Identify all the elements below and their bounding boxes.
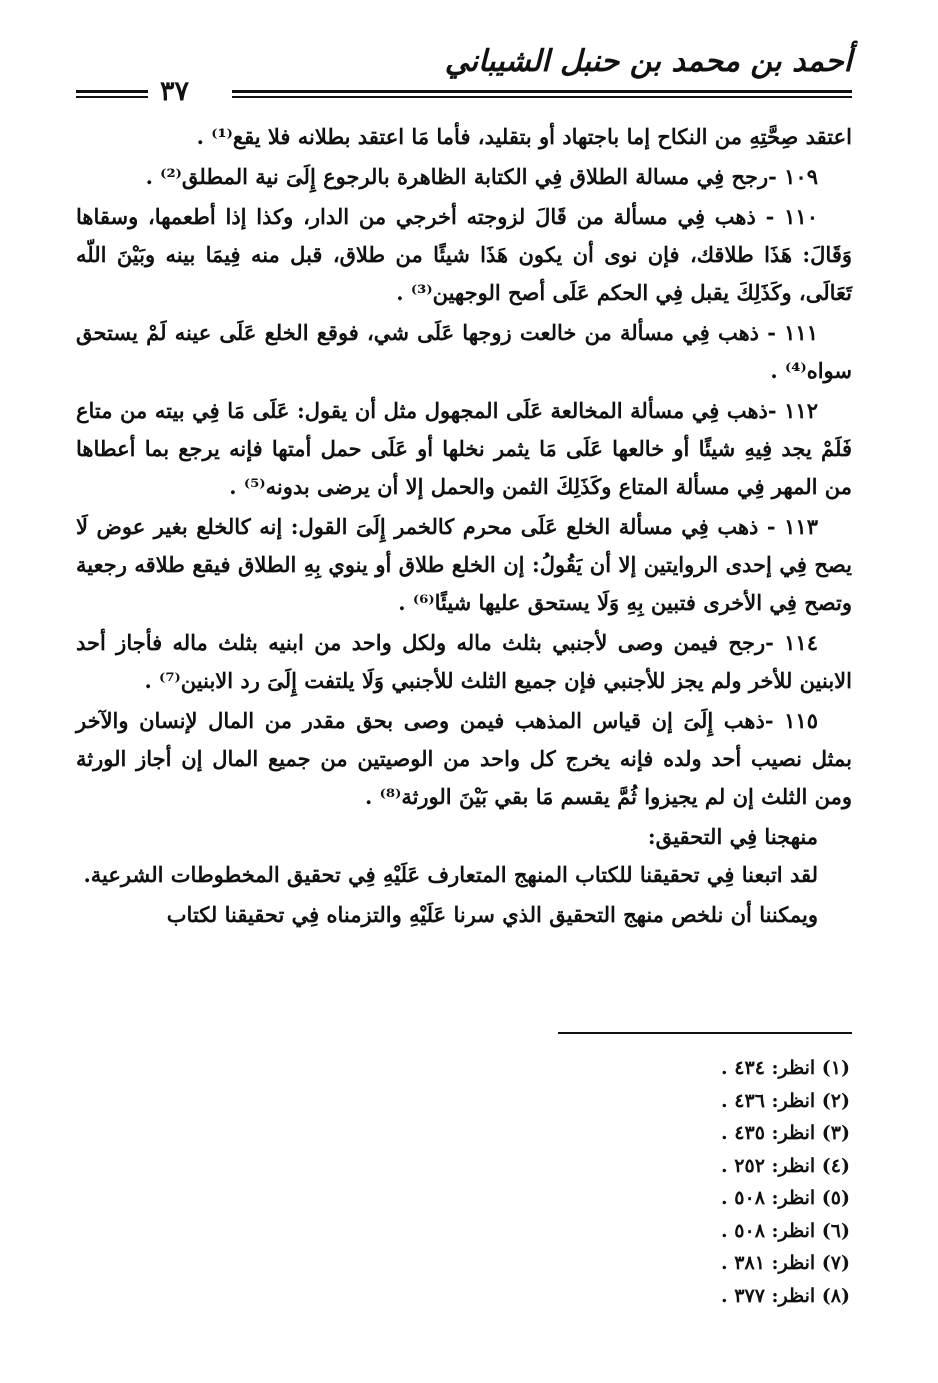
main-text [76,118,852,936]
footnotes [550,1052,850,1312]
paragraph: اعتقد صِحَّتِهِ من النكاح إما باجتهاد أو بتقليد، فأما مَا اعتقد بطلانه فلا يقع⁽¹⁾ . [196,124,852,149]
running-title: أحمد بن محمد بن حنبل الشيباني [444,44,852,79]
paragraph-114: ١١٤ -رجح فيمن وصى لأجنبي بثلث ماله ولكل واحد من ابنيه بثلث ماله فأجاز أحد الابنين للأخر ولم يجز للأجنبي فإن جميع الثلث للأجنبي وَلَا يلتفت إِلَىَ رد الابنين⁽⁷⁾ . [76,630,852,693]
header-rule-right [232,90,852,98]
header-rule-left [76,90,148,98]
page-header [76,38,852,108]
footnote-2: (٢) انظر: ٤٣٦ . [721,1089,850,1112]
footnote-8: (٨) انظر: ٣٧٧ . [721,1284,850,1307]
page-number: ٣٧ [160,76,190,107]
footnote-4: (٤) انظر: ٢٥٢ . [721,1154,850,1177]
footnote-3: (٣) انظر: ٤٣٥ . [721,1122,850,1144]
paragraph-109: ١٠٩ -رجح فِي مسالة الطلاق فِي الكتابة الظاهرة بالرجوع إِلَىَ نية المطلق⁽²⁾ . [145,164,818,189]
paragraph-111: ١١١ - ذهب فِي مسألة من خالعت زوجها عَلَى شي، فوقع الخلع عَلَى عينه لَمْ يستحق سواه⁽⁴⁾ . [76,320,852,383]
paragraph-113: ١١٣ - ذهب فِي مسألة الخلع عَلَى محرم كالخمر إِلَىَ القول: إنه كالخلع بغير عوض لَا يصح فِي إحدى الروايتين إلا أن يَقُولُ: إن الخلع طلاق أو ينوي بِهِ الطلاق فيقع طلاقه رجعية وتصح فِي الأخرى فتبين بِهِ وَلَا يستحق عليها شيئًا⁽⁶⁾ . [76,514,852,615]
paragraph-115: ١١٥ -ذهب إِلَىَ إن قياس المذهب فيمن وصى بحق مقدر من المال لإنسان والآخر بمثل نصيب أحد ولده فإنه يخرج كل واحد من الوصيتين من جميع المال إن أجاز الورثة ومن الثلث إن لم يجيزوا ثُمَّ يقسم مَا بقي بَيْنَ الورثة⁽⁸⁾ . [76,708,852,809]
footnote-1: (١) انظر: ٤٣٤ . [721,1057,850,1079]
section-paragraph: ويمكننا أن نلخص منهج التحقيق الذي سرنا عَلَيْهِ والتزمناه فِي تحقيقنا لكتاب [166,902,818,927]
section-paragraph: لقد اتبعنا فِي تحقيقنا للكتاب المنهج المتعارف عَلَيْهِ فِي تحقيق المخطوطات الشرعية. [83,862,818,887]
paragraph-112: ١١٢ -ذهب فِي مسألة المخالعة عَلَى المجهول مثل أن يقول: عَلَى مَا فِي بيته من متاع فَلَمْ يجد فِيهِ شيئًا أو خالعها عَلَى مَا يثمر نخلها أو عَلَى حمل أمتها فإنه يرجع بما أعطاها من المهر فِي مسألة المتاع وكَذَلِكَ الثمن والحمل إلا أن يرضى بدونه⁽⁵⁾ . [76,398,852,499]
footnote-7: (٧) انظر: ٣٨١ . [721,1252,850,1274]
footnote-6: (٦) انظر: ٥٠٨ . [721,1219,850,1242]
section-heading: منهجنا فِي التحقيق: [647,824,818,849]
footnote-separator [558,1032,852,1034]
paragraph-110: ١١٠ - ذهب فِي مسألة من قَالَ لزوجته أخرجي من الدار، وكذا إذا أطعمها، وسقاها وَقَالَ: هَذَا طلاقك، فإن نوى أن يكون هَذَا شيئًا من طلاق، قبل منه فِيمَا بينه وبَيْنَ اللّه تَعَالَى، وكَذَلِكَ يقبل فِي الحكم عَلَى أصح الوجهين⁽³⁾ . [76,204,852,305]
footnote-5: (٥) انظر: ٥٠٨ . [721,1187,850,1209]
